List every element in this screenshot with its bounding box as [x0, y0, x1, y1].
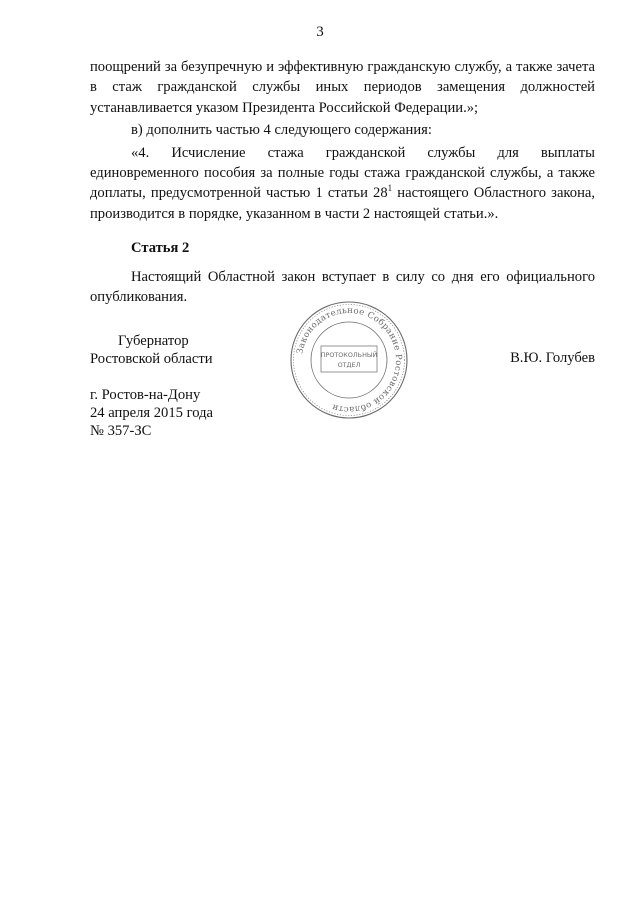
superscript-marker: 1 — [387, 183, 393, 194]
seal-center-line-1: ПРОТОКОЛЬНЫЙ — [320, 351, 378, 359]
signatory-region: Ростовской области — [90, 351, 213, 367]
paragraph-part-4-text-a: «4. Исчисление стажа гражданской службы для выплаты единовременного пособия за полные годы стажа гражданской службы, а также доплаты, предусмотренной частью 1 статьи 28 — [90, 144, 595, 202]
official-seal-stamp — [288, 299, 410, 421]
document-date: 24 апреля 2015 года — [90, 405, 213, 421]
signatory-title: Губернатор — [118, 333, 189, 349]
seal-outer-ring — [291, 302, 407, 418]
document-number: № 357-ЗС — [90, 423, 152, 439]
paragraph-part-4-text-b: настоящего Областного закона, производится в порядке, указанном в части 2 настоящей статьи.». — [90, 185, 596, 222]
paragraph-effective-date: Настоящий Областной закон вступает в силу со дня его официального опубликования. — [90, 268, 595, 306]
seal-center-line-2: ОТДЕЛ — [337, 361, 361, 369]
article-heading: Статья 2 — [131, 240, 190, 257]
paragraph-amendment-intro: в) дополнить частью 4 следующего содержания: — [131, 122, 432, 139]
seal-inner-ring — [311, 322, 387, 398]
paragraph-continuation: поощрений за безупречную и эффективную гражданскую службу, а также зачета в стаж гражданской службы иных периодов замещения должностей устанавливается указом Президента Российской Федерации.»; — [90, 59, 595, 116]
document-city: г. Ростов-на-Дону — [90, 387, 201, 403]
signatory-name: В.Ю. Голубев — [510, 350, 595, 366]
page-number: 3 — [316, 24, 324, 40]
seal-dotted-ring — [294, 305, 405, 416]
seal-ring-text: Законодательное Собрание Ростовской области — [295, 305, 404, 415]
paragraph-part-4 — [90, 143, 595, 225]
signature-block — [90, 332, 213, 440]
document-body — [90, 57, 595, 307]
